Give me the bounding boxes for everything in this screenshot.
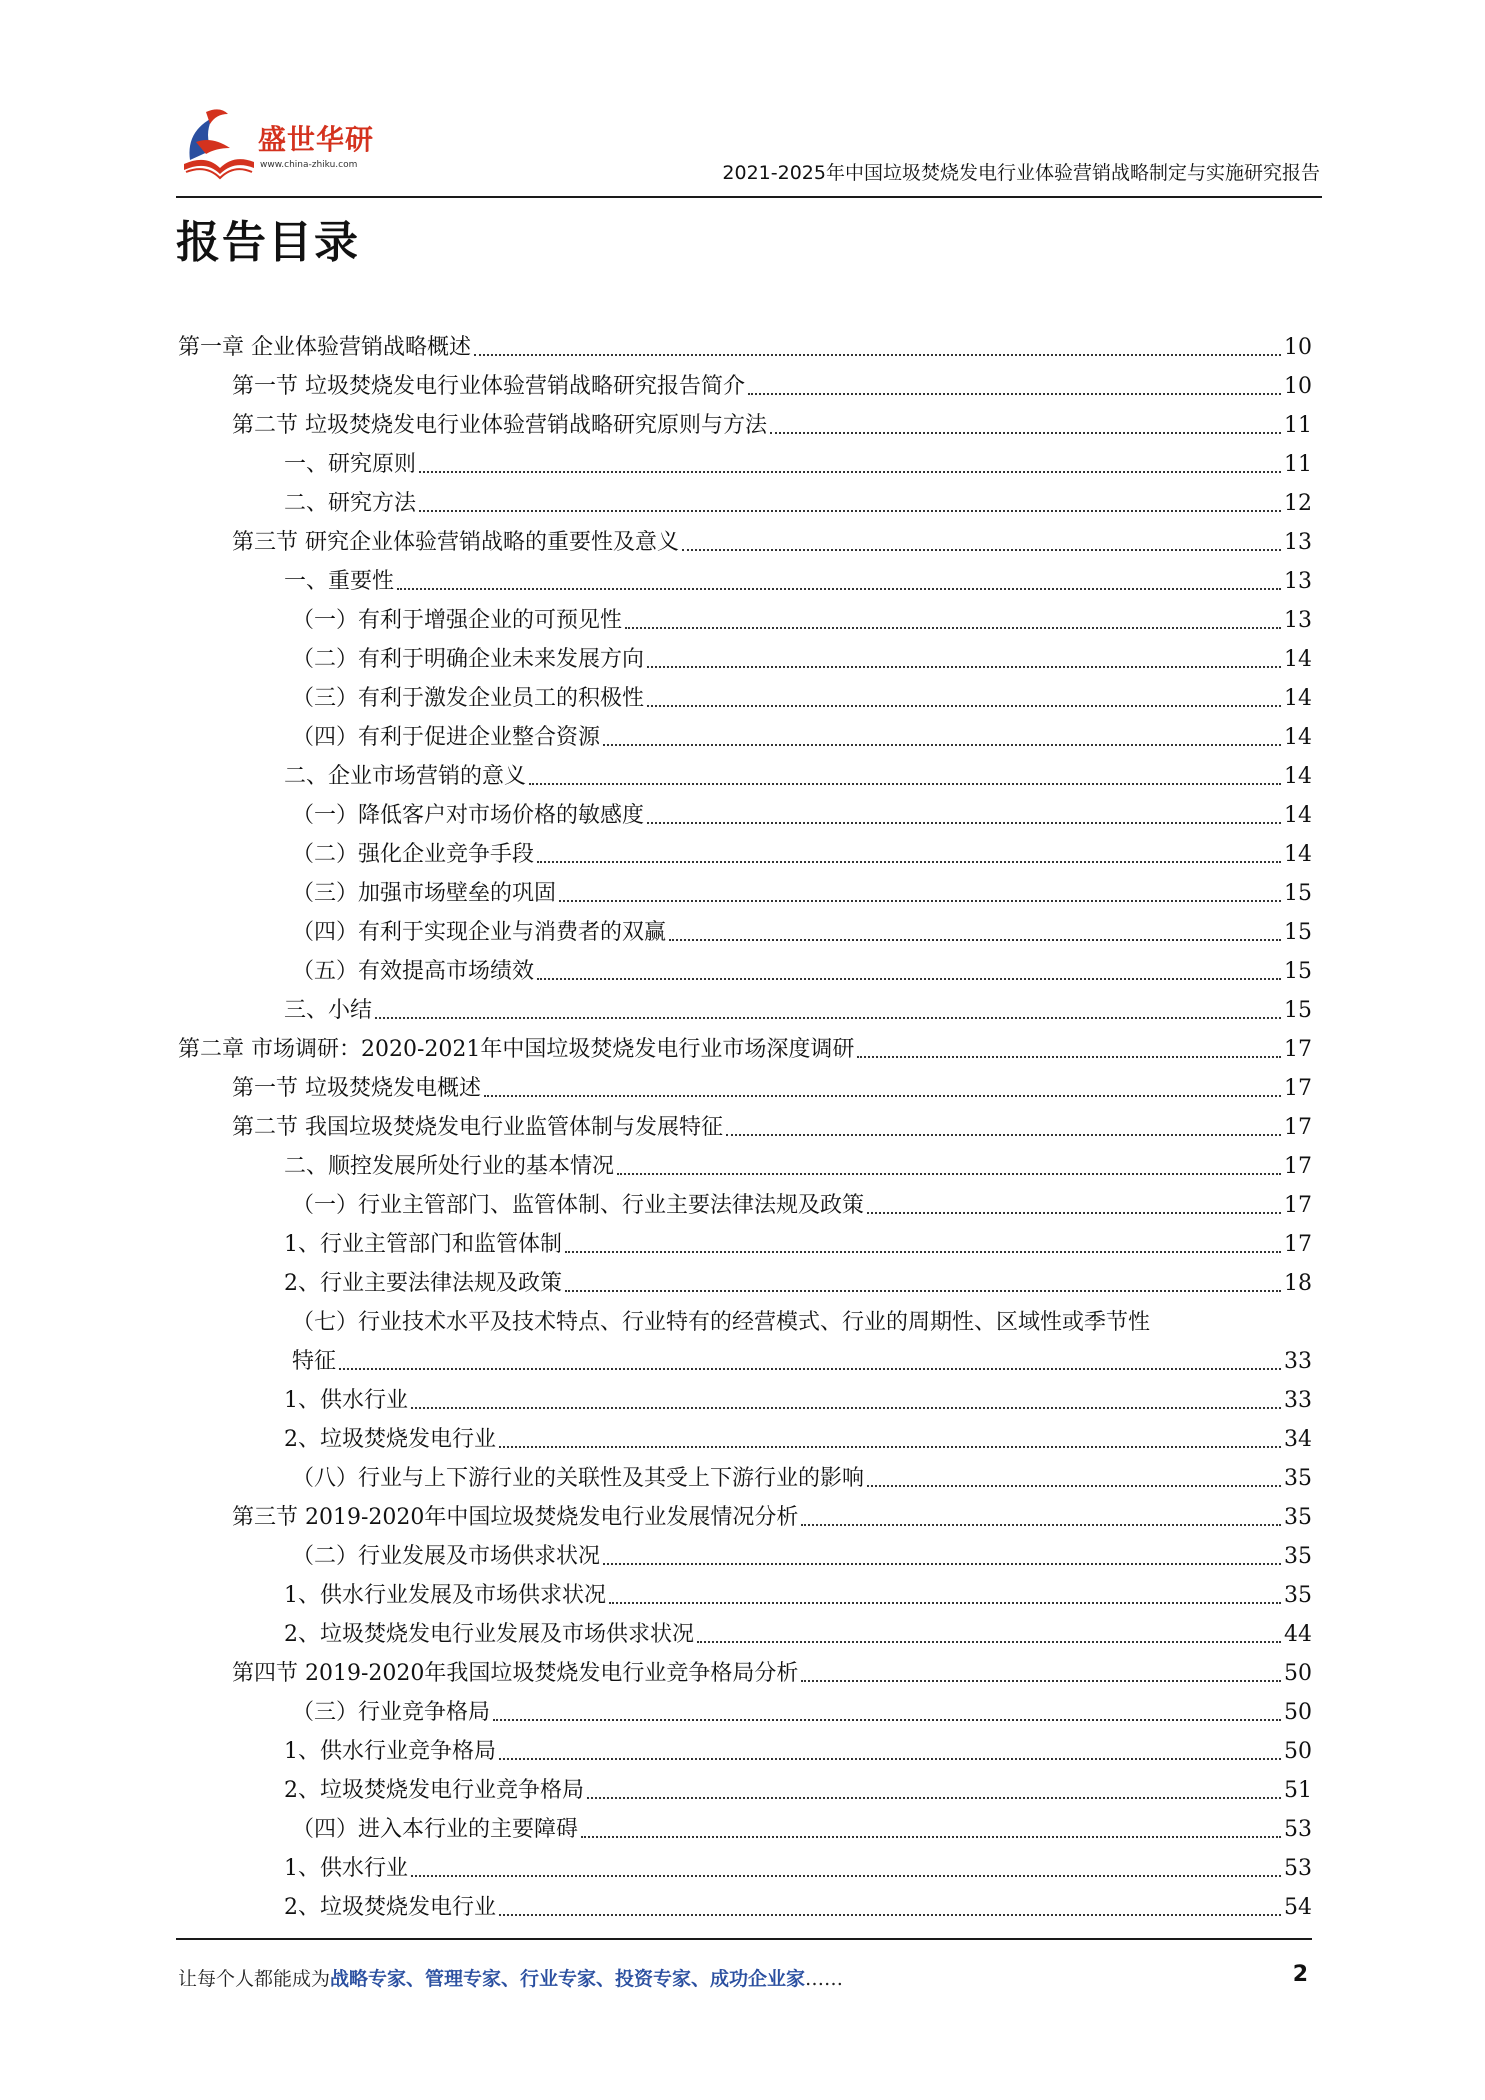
toc-entry-title: 1、供水行业发展及市场供求状况 (284, 1583, 606, 1608)
toc-entry-title: （三）有利于激发企业员工的积极性 (292, 686, 645, 711)
dot-leader (375, 1017, 1281, 1019)
toc-entry-title: 第二章 市场调研：2020-2021年中国垃圾焚烧发电行业市场深度调研 (178, 1037, 855, 1062)
toc-entry[interactable] (178, 1182, 1312, 1221)
dot-leader (682, 549, 1281, 551)
toc-entry[interactable] (178, 363, 1312, 402)
slogan-emphasis: 战略专家、管理专家、行业专家、投资专家、成功企业家 (330, 1968, 806, 1990)
toc-page-number: 14 (1284, 686, 1312, 711)
toc-entry-title: 二、研究方法 (284, 491, 417, 516)
toc-entry-title: 2、垃圾焚烧发电行业竞争格局 (284, 1778, 584, 1803)
toc-entry-title: 二、顺控发展所处行业的基本情况 (284, 1154, 615, 1179)
dot-leader (617, 1173, 1281, 1175)
toc-entry[interactable] (178, 870, 1312, 909)
toc-page-number: 17 (1284, 1154, 1312, 1179)
toc-page-number: 17 (1284, 1076, 1312, 1101)
toc-entry[interactable] (178, 441, 1312, 480)
toc-entry-title: 一、重要性 (284, 569, 395, 594)
toc-page-number: 14 (1284, 764, 1312, 789)
toc-entry-title: 第四节 2019-2020年我国垃圾焚烧发电行业竞争格局分析 (232, 1661, 799, 1686)
dot-leader (499, 1446, 1281, 1448)
toc-entry-title: 第三节 2019-2020年中国垃圾焚烧发电行业发展情况分析 (232, 1505, 799, 1530)
dot-leader (647, 822, 1281, 824)
toc-entry[interactable] (178, 402, 1312, 441)
dot-leader (565, 1290, 1281, 1292)
toc-entry-title: （一）行业主管部门、监管体制、行业主要法律法规及政策 (292, 1193, 865, 1218)
dot-leader (770, 432, 1281, 434)
toc-entry-title: （一）有利于增强企业的可预见性 (292, 608, 623, 633)
dot-leader (748, 393, 1281, 395)
dot-leader (474, 354, 1281, 356)
toc-page-number: 14 (1284, 725, 1312, 750)
dot-leader (669, 939, 1281, 941)
dot-leader (726, 1134, 1281, 1136)
toc-entry-title: 1、供水行业 (284, 1856, 408, 1881)
toc-entry[interactable] (178, 1026, 1312, 1065)
toc-entry[interactable] (178, 1884, 1312, 1923)
toc-page-number: 15 (1284, 881, 1312, 906)
dot-leader (647, 666, 1281, 668)
dot-leader (559, 900, 1281, 902)
toc-entry[interactable] (178, 597, 1312, 636)
toc-entry-title: 1、供水行业 (284, 1388, 408, 1413)
toc-entry-title: （五）有效提高市场绩效 (292, 959, 535, 984)
toc-entry-title: （一）降低客户对市场价格的敏感度 (292, 803, 645, 828)
toc-entry-title: （四）有利于实现企业与消费者的双赢 (292, 920, 667, 945)
toc-page-number: 50 (1284, 1700, 1312, 1725)
toc-entry[interactable] (178, 987, 1312, 1026)
book-logo-icon (176, 102, 258, 184)
dot-leader (801, 1524, 1281, 1526)
dot-leader (581, 1836, 1281, 1838)
dot-leader (647, 705, 1281, 707)
toc-page-number: 17 (1284, 1115, 1312, 1140)
dot-leader (397, 588, 1281, 590)
dot-leader (411, 1407, 1281, 1409)
dot-leader (499, 1758, 1281, 1760)
toc-page-number: 33 (1284, 1349, 1312, 1374)
table-of-contents (178, 324, 1312, 1923)
toc-entry[interactable] (178, 1845, 1312, 1884)
dot-leader (587, 1797, 1281, 1799)
toc-entry[interactable] (178, 831, 1312, 870)
toc-entry-title: 2、垃圾焚烧发电行业 (284, 1427, 496, 1452)
toc-entry-title: 一、研究原则 (284, 452, 417, 477)
toc-page-number: 51 (1284, 1778, 1312, 1803)
slogan-suffix: …… (805, 1968, 844, 1990)
toc-entry[interactable] (178, 558, 1312, 597)
dot-leader (801, 1680, 1281, 1682)
toc-entry-title: 1、供水行业竞争格局 (284, 1739, 496, 1764)
dot-leader (565, 1251, 1281, 1253)
toc-entry[interactable] (178, 519, 1312, 558)
dot-leader (603, 1563, 1281, 1565)
toc-entry-title: 第一节 垃圾焚烧发电概述 (232, 1076, 481, 1101)
toc-entry-title: （七）行业技术水平及技术特点、行业特有的经营模式、行业的周期性、区域性或季节性 (292, 1310, 1151, 1335)
dot-leader (867, 1212, 1281, 1214)
toc-entry[interactable] (178, 636, 1312, 675)
dot-leader (537, 978, 1281, 980)
dot-leader (484, 1095, 1281, 1097)
dot-leader (625, 627, 1281, 629)
toc-entry[interactable] (178, 480, 1312, 519)
toc-entry-title: 2、垃圾焚烧发电行业发展及市场供求状况 (284, 1622, 694, 1647)
dot-leader (857, 1056, 1281, 1058)
dot-leader (867, 1485, 1281, 1487)
toc-page-number: 15 (1284, 998, 1312, 1023)
dot-leader (603, 744, 1281, 746)
toc-entry-title: （二）有利于明确企业未来发展方向 (292, 647, 645, 672)
toc-page-number: 11 (1284, 413, 1312, 438)
toc-entry-title: （三）加强市场壁垒的巩固 (292, 881, 557, 906)
toc-entry[interactable] (178, 1494, 1312, 1533)
toc-page-number: 11 (1284, 452, 1312, 477)
toc-entry-title-continued: 特征 (292, 1349, 337, 1374)
toc-entry[interactable] (178, 909, 1312, 948)
dot-leader (499, 1914, 1281, 1916)
toc-entry-title: 三、小结 (284, 998, 373, 1023)
toc-entry[interactable] (178, 1260, 1312, 1299)
toc-entry[interactable] (178, 1455, 1312, 1494)
toc-page-number: 13 (1284, 608, 1312, 633)
toc-page-number: 12 (1284, 491, 1312, 516)
toc-page-number: 10 (1284, 374, 1312, 399)
toc-page-number: 34 (1284, 1427, 1312, 1452)
toc-page-number: 50 (1284, 1739, 1312, 1764)
toc-entry[interactable] (178, 792, 1312, 831)
toc-page-number: 54 (1284, 1895, 1312, 1920)
toc-page-number: 35 (1284, 1505, 1312, 1530)
dot-leader (529, 783, 1281, 785)
dot-leader (537, 861, 1281, 863)
toc-page-number: 35 (1284, 1466, 1312, 1491)
toc-heading: 报告目录 (176, 217, 360, 268)
toc-entry-title: （二）强化企业竞争手段 (292, 842, 535, 867)
dot-leader (419, 510, 1281, 512)
toc-entry[interactable] (178, 1416, 1312, 1455)
dot-leader (339, 1368, 1281, 1370)
toc-entry-title: （四）有利于促进企业整合资源 (292, 725, 601, 750)
toc-entry[interactable] (178, 1572, 1312, 1611)
toc-entry-title: 1、行业主管部门和监管体制 (284, 1232, 562, 1257)
toc-page-number: 10 (1284, 335, 1312, 360)
toc-page-number: 53 (1284, 1817, 1312, 1842)
page-number: 2 (1292, 1962, 1308, 1987)
toc-entry[interactable] (178, 1806, 1312, 1845)
toc-entry-title: （二）行业发展及市场供求状况 (292, 1544, 601, 1569)
dot-leader (493, 1719, 1281, 1721)
slogan-prefix: 让每个人都能成为 (178, 1968, 331, 1990)
toc-entry-title: 2、垃圾焚烧发电行业 (284, 1895, 496, 1920)
logo-text: 盛世华研 (258, 123, 375, 156)
toc-entry[interactable] (178, 714, 1312, 753)
toc-entry-title: （三）行业竞争格局 (292, 1700, 491, 1725)
toc-entry-title: 第二节 垃圾焚烧发电行业体验营销战略研究原则与方法 (232, 413, 767, 438)
footer-slogan (178, 1964, 843, 1991)
report-title: 2021-2025年中国垃圾焚烧发电行业体验营销战略制定与实施研究报告 (722, 162, 1320, 184)
toc-page-number: 13 (1284, 569, 1312, 594)
toc-entry[interactable] (178, 1728, 1312, 1767)
toc-entry[interactable] (178, 948, 1312, 987)
dot-leader (609, 1602, 1281, 1604)
toc-entry-title: （四）进入本行业的主要障碍 (292, 1817, 579, 1842)
page-footer (176, 1938, 1312, 2000)
toc-entry[interactable] (178, 1767, 1312, 1806)
dot-leader (419, 471, 1281, 473)
toc-entry-title: 第一章 企业体验营销战略概述 (178, 335, 471, 360)
dot-leader (411, 1875, 1281, 1877)
toc-entry-title: 第三节 研究企业体验营销战略的重要性及意义 (232, 530, 679, 555)
toc-entry[interactable] (178, 1611, 1312, 1650)
company-logo (176, 102, 406, 186)
toc-entry[interactable] (178, 1104, 1312, 1143)
dot-leader (697, 1641, 1281, 1643)
toc-entry[interactable] (178, 753, 1312, 792)
toc-page-number: 35 (1284, 1544, 1312, 1569)
toc-page-number: 14 (1284, 803, 1312, 828)
toc-page-number: 17 (1284, 1193, 1312, 1218)
toc-page-number: 18 (1284, 1271, 1312, 1296)
toc-entry[interactable] (178, 1143, 1312, 1182)
toc-page-number: 33 (1284, 1388, 1312, 1413)
toc-entry[interactable] (178, 1221, 1312, 1260)
toc-entry-title: 第一节 垃圾焚烧发电行业体验营销战略研究报告简介 (232, 374, 745, 399)
toc-entry[interactable] (178, 324, 1312, 363)
toc-page-number: 17 (1284, 1232, 1312, 1257)
toc-page-number: 15 (1284, 959, 1312, 984)
toc-page-number: 14 (1284, 842, 1312, 867)
toc-entry-title: （八）行业与上下游行业的关联性及其受上下游行业的影响 (292, 1466, 865, 1491)
toc-page-number: 17 (1284, 1037, 1312, 1062)
toc-entry[interactable] (178, 1065, 1312, 1104)
toc-entry[interactable] (178, 1689, 1312, 1728)
toc-page-number: 13 (1284, 530, 1312, 555)
toc-entry[interactable] (178, 675, 1312, 714)
toc-page-number: 50 (1284, 1661, 1312, 1686)
toc-entry[interactable] (178, 1650, 1312, 1689)
toc-entry-title: 2、行业主要法律法规及政策 (284, 1271, 562, 1296)
toc-entry[interactable] (178, 1299, 1312, 1377)
toc-page-number: 53 (1284, 1856, 1312, 1881)
page-header (176, 100, 1322, 198)
toc-page-number: 14 (1284, 647, 1312, 672)
toc-page-number: 44 (1284, 1622, 1312, 1647)
toc-entry[interactable] (178, 1533, 1312, 1572)
toc-page-number: 35 (1284, 1583, 1312, 1608)
toc-entry-title: 第二节 我国垃圾焚烧发电行业监管体制与发展特征 (232, 1115, 723, 1140)
logo-url: www.china-zhiku.com (260, 160, 358, 170)
toc-page-number: 15 (1284, 920, 1312, 945)
toc-entry[interactable] (178, 1377, 1312, 1416)
toc-entry-title: 二、企业市场营销的意义 (284, 764, 527, 789)
